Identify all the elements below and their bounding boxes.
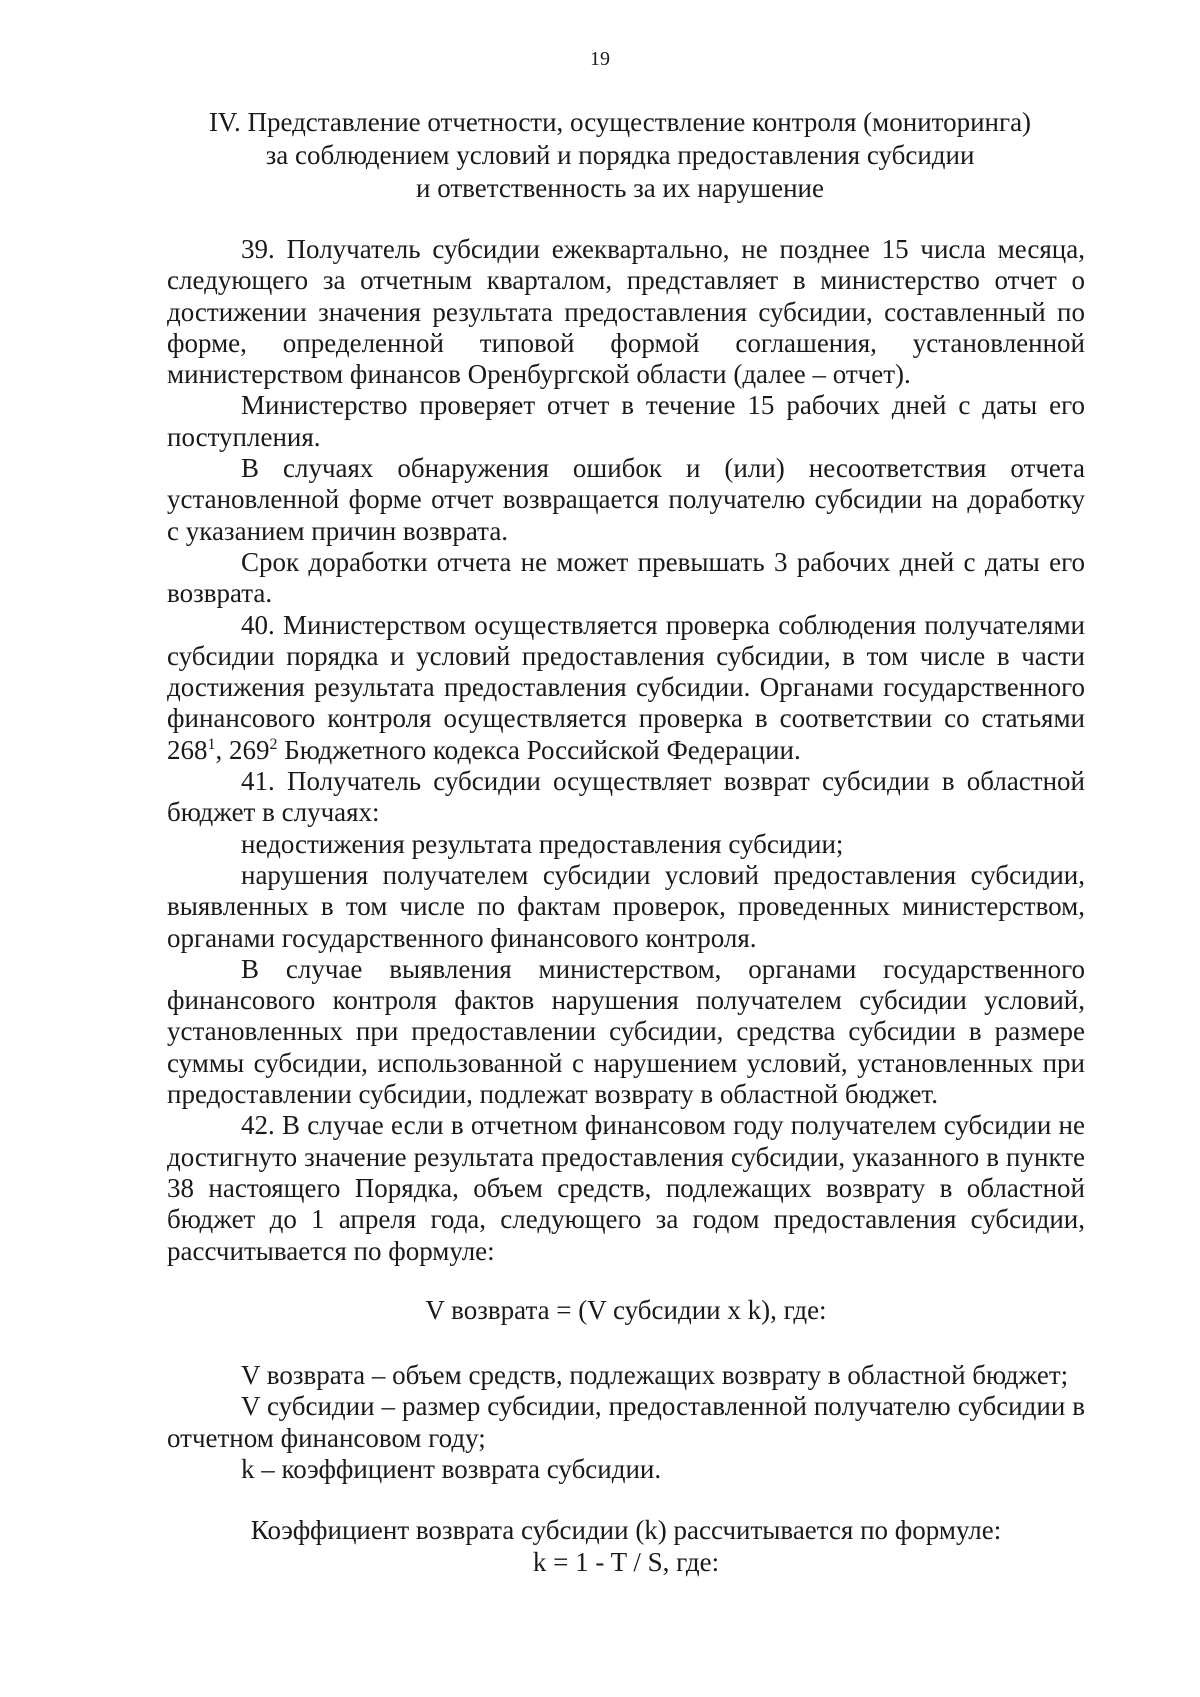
paragraph-42: 42. В случае если в отчетном финансовом году получателем субсидии не достигнуто значение результата предоставления субсидии, указанного в пункте 38 настоящего Порядка, объем средств, подлежащих возврату в областной бюджет до 1 апреля года, следующего за годом предоставления субсидии, рассчитывается по формуле: bbox=[167, 1110, 1085, 1266]
paragraph-40 bbox=[167, 610, 1085, 766]
heading-line-1: IV. Представление отчетности, осуществление контроля (мониторинга) bbox=[208, 107, 1032, 137]
heading-line-3: и ответственность за их нарушение bbox=[416, 173, 824, 203]
definition-v-return: V возврата – объем средств, подлежащих возврату в областной бюджет; bbox=[241, 1360, 1069, 1391]
paragraph-40-start: 40. Министерством осуществляется проверка соблюдения получателями субсидии порядка и условий предоставления субсидии, в том числе в части достижения результата предоставления субсидии. Органами государственного финансового контроля осуществляется проверка в соответствии со статьями 268 bbox=[167, 609, 1085, 765]
paragraph-39-deadline: Срок доработки отчета не может превышать 3 рабочих дней с даты его возврата. bbox=[167, 546, 1085, 609]
definition-k: k – коэффициент возврата субсидии. bbox=[241, 1453, 662, 1484]
paragraph-39-errors: В случаях обнаружения ошибок и (или) несоответствия отчета установленной форме отчет возвращается получателю субсидии на доработку с указанием причин возврата. bbox=[167, 453, 1085, 546]
paragraph-41: 41. Получатель субсидии осуществляет возврат субсидии в областной бюджет в случаях: bbox=[167, 766, 1085, 828]
paragraph-41-violation: В случае выявления министерством, органами государственного финансового контроля фактов нарушения получателем субсидии условий, установленных при предоставлении субсидии, средства субсидии в размере суммы субсидии, использованной с нарушением условий, установленных при предоставлении субсидии, подлежат возврату в областной бюджет. bbox=[167, 953, 1085, 1110]
superscript-2: 2 bbox=[269, 735, 278, 753]
formula-coefficient: k = 1 - T / S, где: bbox=[532, 1546, 720, 1577]
section-heading bbox=[160, 106, 1080, 205]
paragraph-39: 39. Получатель субсидии ежеквартально, не позднее 15 числа месяца, следующего за отчетным кварталом, представляет в министерство отчет о достижении значения результата предоставления субсидии, составленный по форме, определенной типовой формой соглашения, установленной министерством финансов Оренбургской области (далее – отчет). bbox=[167, 234, 1085, 390]
coefficient-intro: Коэффициент возврата субсидии (k) рассчитывается по формуле: bbox=[250, 1515, 1002, 1546]
paragraph-40-mid: , 269 bbox=[215, 734, 270, 765]
paragraph-41-item-a: недостижения результата предоставления субсидии; bbox=[241, 828, 844, 859]
superscript-1: 1 bbox=[207, 735, 216, 753]
formula-return-volume: V возврата = (V субсидии x k), где: bbox=[425, 1294, 827, 1325]
definition-v-subsidy: V субсидии – размер субсидии, предоставленной получателю субсидии в отчетном финансовом году; bbox=[167, 1391, 1085, 1453]
document-body bbox=[167, 234, 1085, 1578]
paragraph-41-item-b: нарушения получателем субсидии условий предоставления субсидии, выявленных в том числе по фактам проверок, проведенных министерством, органами государственного финансового контроля. bbox=[167, 859, 1085, 953]
heading-line-2: за соблюдением условий и порядка предоставления субсидии bbox=[265, 140, 975, 170]
paragraph-40-end: Бюджетного кодекса Российской Федерации. bbox=[277, 734, 801, 765]
paragraph-39-review: Министерство проверяет отчет в течение 15 рабочих дней с даты его поступления. bbox=[167, 390, 1085, 452]
page-number: 19 bbox=[590, 48, 610, 70]
